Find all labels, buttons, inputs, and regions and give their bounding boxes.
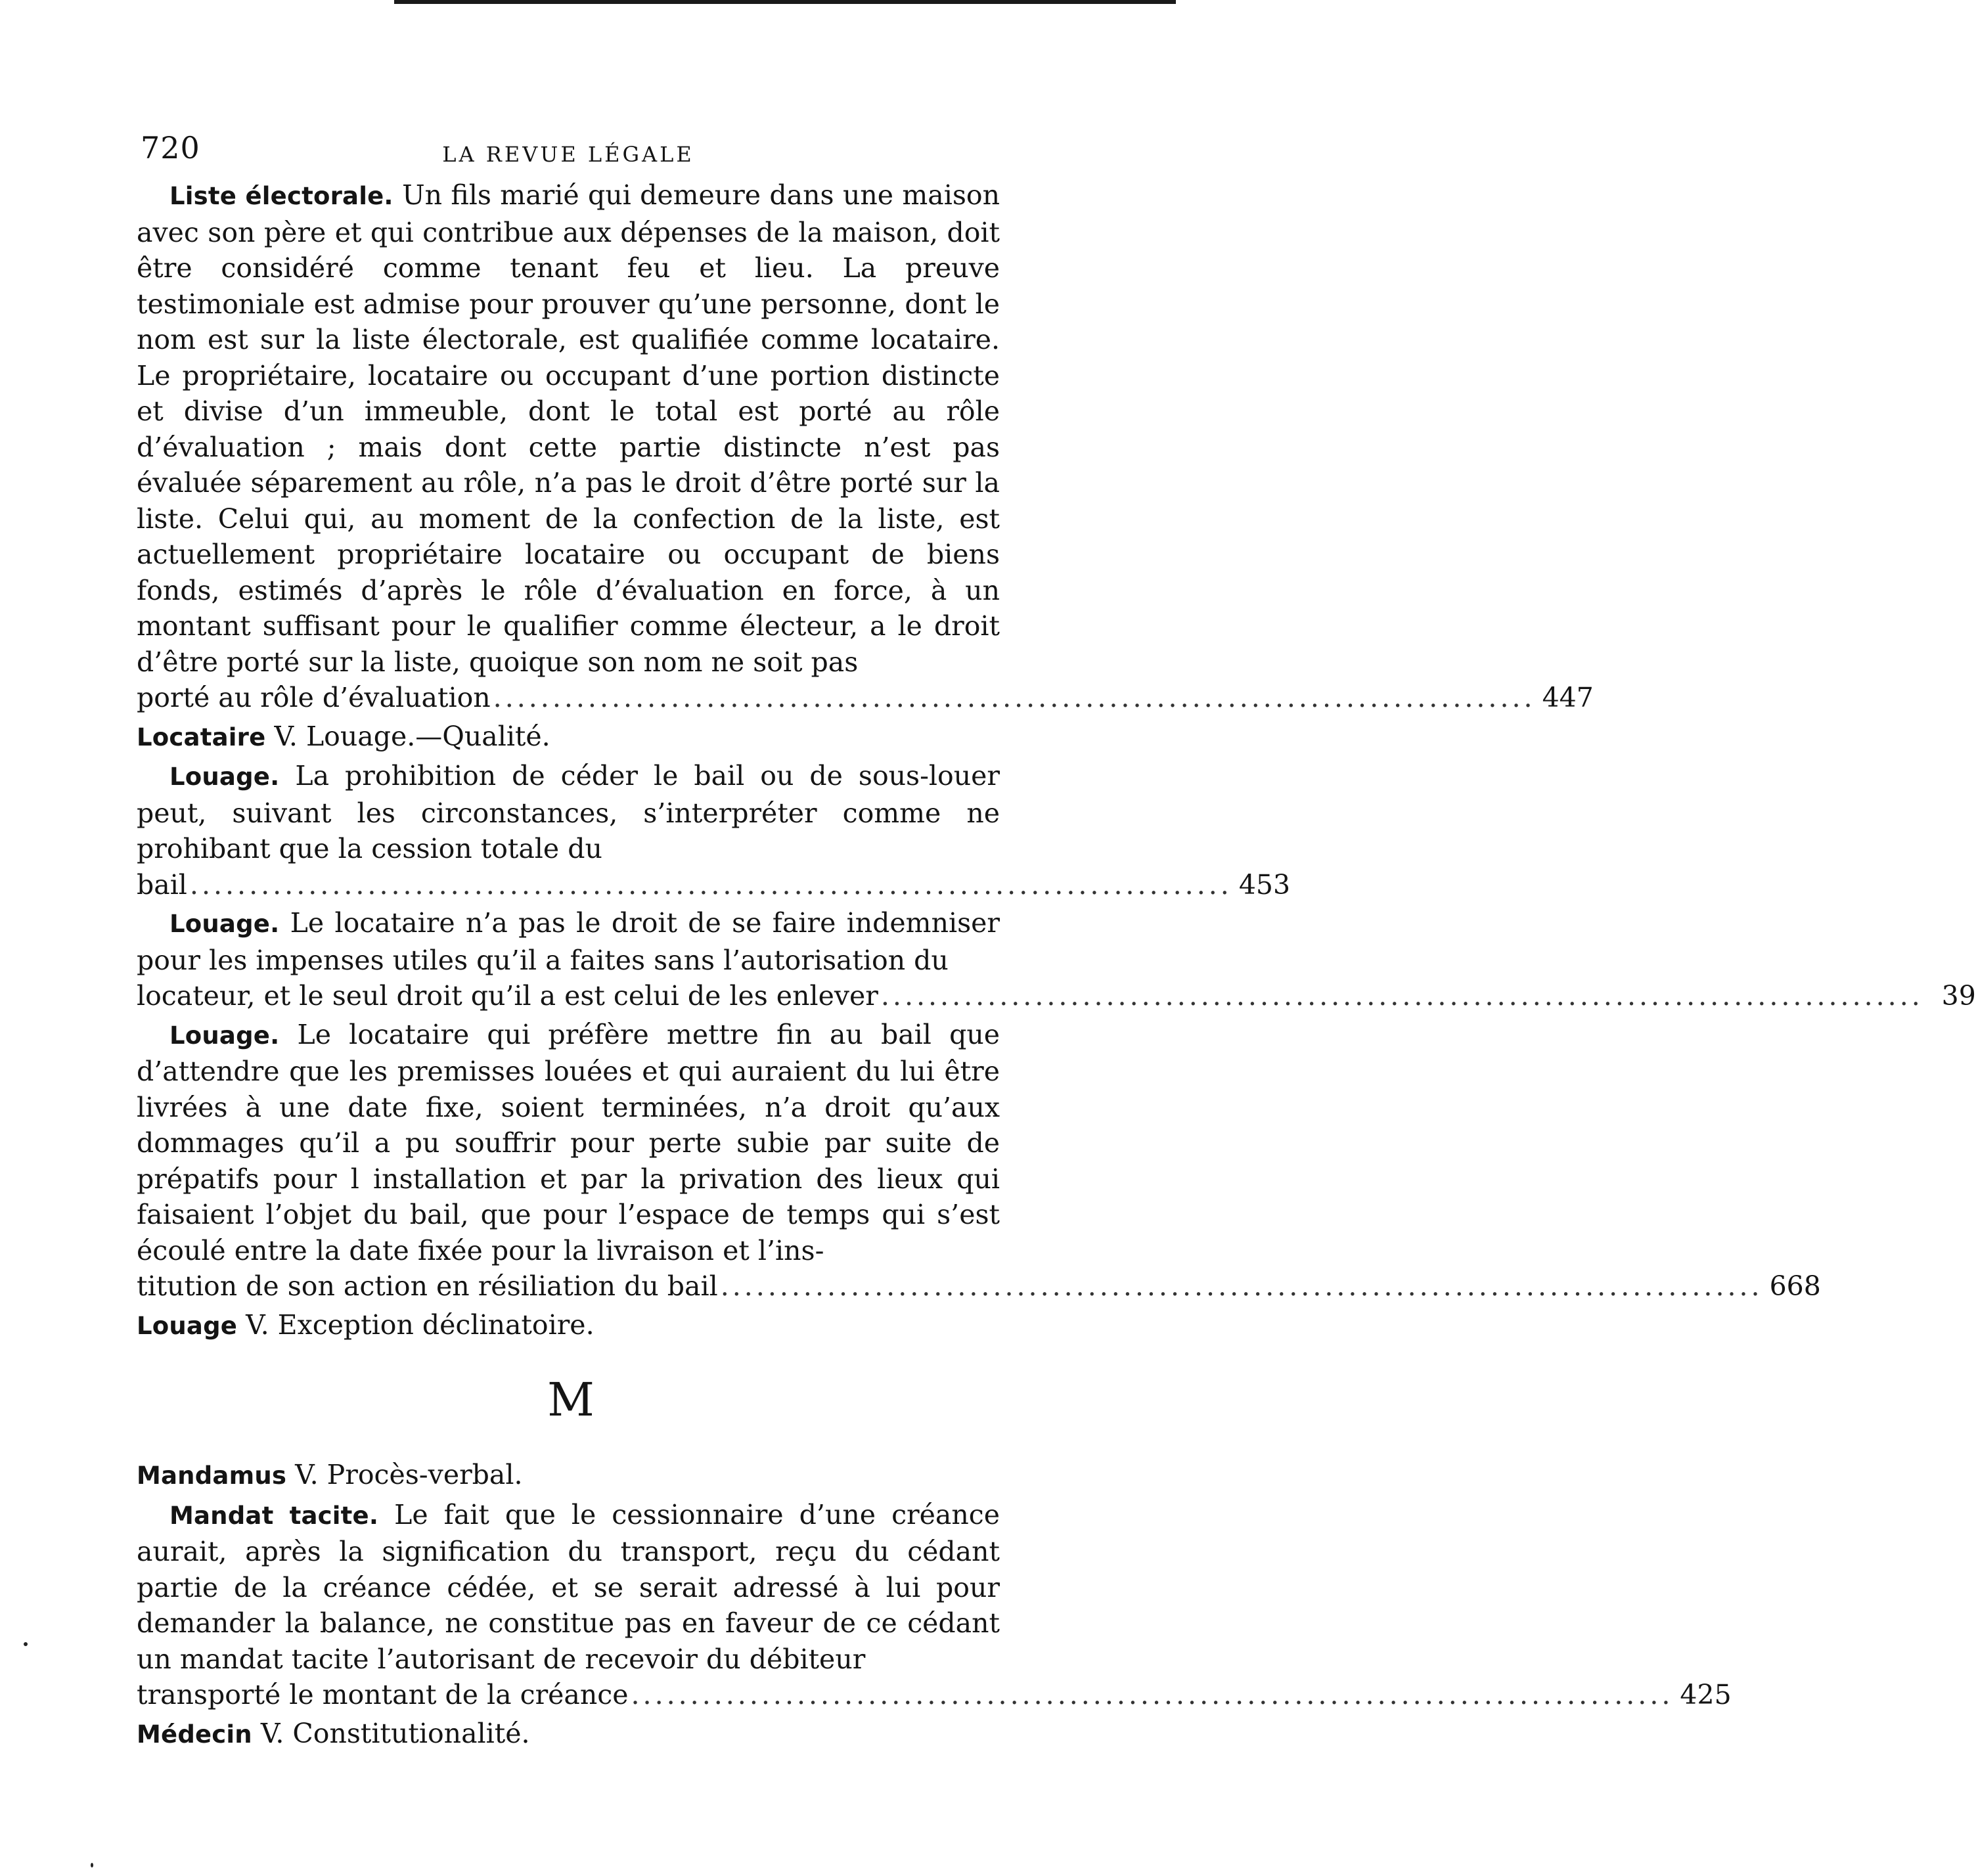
entry-tail: transporté le montant de la créance	[137, 1679, 629, 1710]
entry-last-line	[137, 1268, 1821, 1305]
entry-tail: porté au rôle d’évaluation	[137, 682, 491, 713]
entry-text: Le locataire n’a pas le droit de se faire indemniser pour les impenses utiles qu’il a faites sans l’autorisation du	[137, 907, 1000, 976]
entry-tail: bail	[137, 868, 187, 901]
scan-speck	[91, 1863, 93, 1867]
index-entry	[137, 1457, 1000, 1494]
dot-leader: ........................................................................................	[880, 980, 1923, 1012]
index-entry	[137, 1497, 1732, 1713]
dot-leader: ........................................................................................	[189, 868, 1232, 901]
entry-last-line	[137, 867, 1291, 903]
entry-text: V. Procès-verbal.	[295, 1459, 523, 1490]
index-entry	[137, 1017, 1821, 1305]
page-reference: 668	[1769, 1270, 1821, 1302]
entry-text: Le locataire qui préfère mettre fin au bail que d’attendre que les premisses louées et qui auraient du lui être livrées à une date fixe, soient terminées, n’a droit qu’aux dommages qu’il a pu souffrir pour perte subie par suite de prépatifs pour l installation et par la privation des lieux qui faisaient l’objet du bail, que pour l’espace de temps qui s’est écoulé entre la date fixée pour la livraison et l’ins-	[137, 1018, 1000, 1266]
page-reference: 453	[1238, 868, 1291, 901]
entry-term: Mandat tacite.	[169, 1501, 379, 1530]
running-title: LA REVUE LÉGALE	[442, 142, 694, 167]
entry-text: V. Louage.—Qualité.	[274, 720, 550, 752]
entry-tail: titution de son action en résiliation du bail	[137, 1270, 718, 1302]
entry-last-line	[137, 978, 1976, 1014]
entry-text: Un fils marié qui demeure dans une maison avec son père et qui contribue aux dépenses de la maison, doit être considéré comme tenant feu et lieu. La preuve testimoniale est admise pour prouver qu’une personne, dont le nom est sur la liste électorale, est qualifiée comme locataire. Le propriétaire, locataire ou occupant d’une portion distincte et divise d’un immeuble, dont le total est porté au rôle d’évaluation ; mais dont cette partie distincte n’est pas évaluée séparement au rôle, n’a pas le droit d’être porté sur la liste. Celui qui, au moment de la confection de la liste, est actuellement propriétaire locataire ou occupant de biens fonds, estimés d’après le rôle d’évaluation en force, à un montant suffisant pour le qualifier comme électeur, a le droit d’être porté sur la liste, quoique son nom ne soit pas	[137, 179, 1000, 678]
top-edge-rule	[394, 0, 1176, 4]
entry-term: Locataire	[137, 723, 266, 751]
entry-term: Liste électorale.	[169, 182, 393, 210]
page-header	[137, 125, 1000, 177]
index-entry	[137, 1307, 1000, 1345]
entry-term: Louage.	[169, 910, 280, 938]
entry-text: V. Constitutionalité.	[260, 1717, 530, 1749]
book-page	[137, 125, 1976, 1755]
entry-term: Louage.	[169, 1021, 280, 1050]
entry-last-line	[137, 1677, 1732, 1713]
entry-tail: locateur, et le seul droit qu’il a est celui de les enlever	[137, 980, 878, 1012]
entry-term: Médecin	[137, 1720, 252, 1749]
index-entry	[137, 905, 1976, 1014]
index-entry	[137, 1716, 1000, 1753]
page-reference: 425	[1680, 1679, 1732, 1710]
dot-leader: ........................................................................................	[493, 682, 1536, 713]
page-number: 720	[141, 130, 200, 166]
index-entry	[137, 177, 1594, 716]
index-entry	[137, 719, 1000, 756]
page-reference: 39	[1941, 980, 1976, 1012]
entry-term: Mandamus	[137, 1462, 287, 1490]
page-reference: 447	[1542, 682, 1594, 713]
entry-text: Le fait que le cessionnaire d’une créance aurait, après la signification du transport, reçu du cédant partie de la créance cédée, et se serait adressé à lui pour demander la balance, ne constitue pas en faveur de ce cédant un mandat tacite l’autorisant de recevoir du débiteur	[137, 1498, 1000, 1675]
section-letter-heading: M	[547, 1373, 589, 1427]
entry-last-line	[137, 680, 1594, 716]
entry-text: V. Exception déclinatoire.	[246, 1308, 595, 1341]
scan-speck	[24, 1642, 28, 1646]
dot-leader: ........................................................................................	[720, 1270, 1763, 1302]
entry-text: La prohibition de céder le bail ou de sous-louer peut, suivant les circonstances, s’interpréter comme ne prohibant que la cession totale du	[137, 760, 1000, 864]
dot-leader: ........................................................................................	[631, 1679, 1674, 1710]
index-entry	[137, 758, 1291, 903]
entry-term: Louage.	[169, 763, 280, 791]
entry-term: Louage	[137, 1311, 238, 1340]
